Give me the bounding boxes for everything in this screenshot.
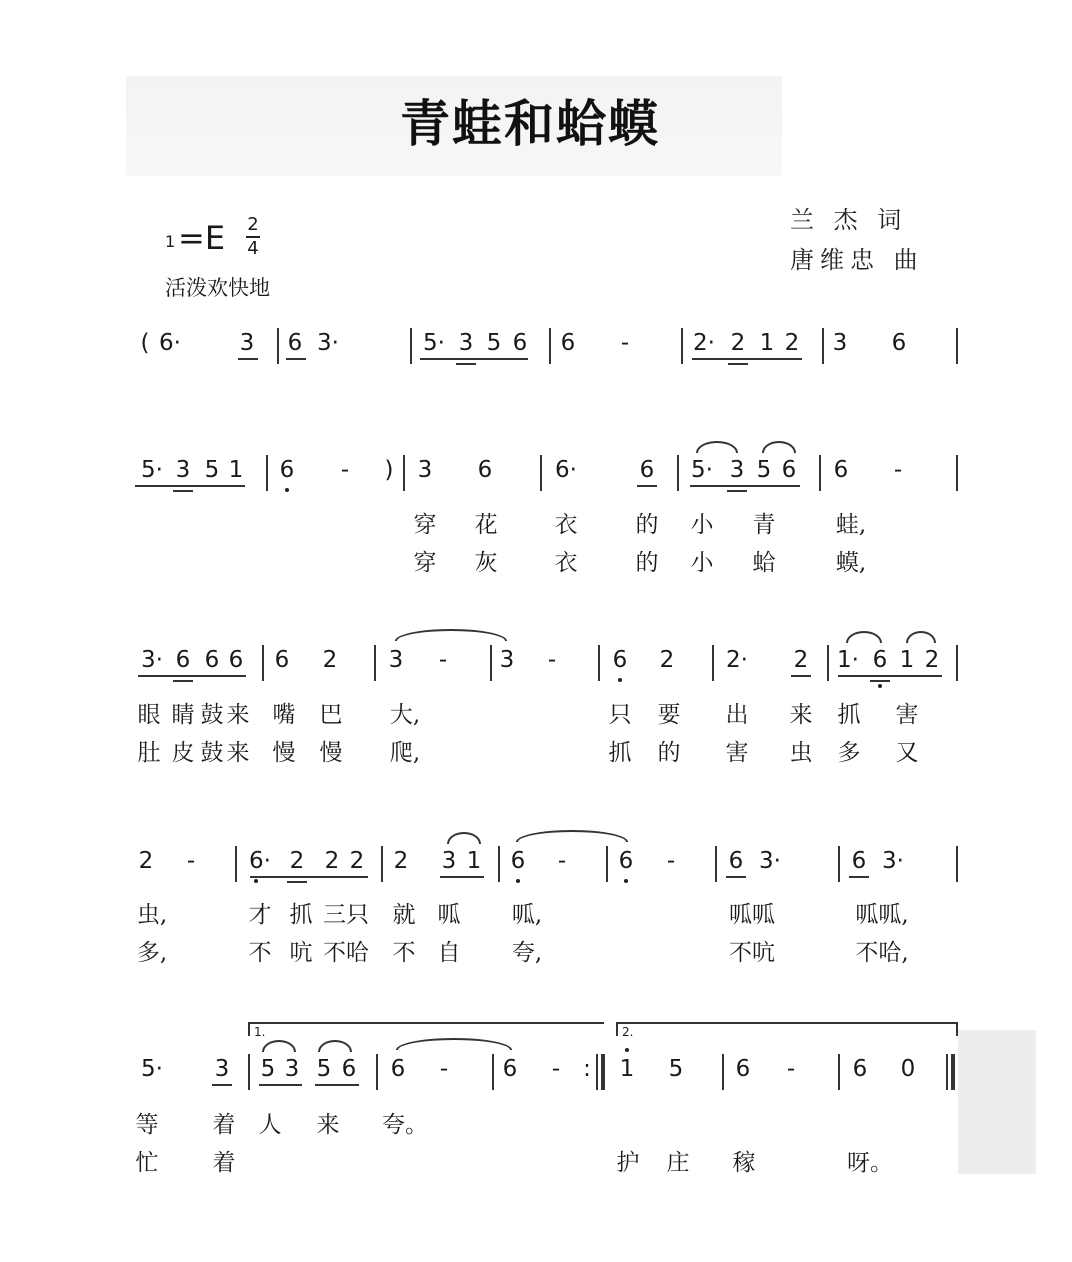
lyric: 吭: [289, 940, 313, 966]
lyric: 来: [226, 702, 250, 728]
lyric: 蛤: [752, 550, 776, 576]
score-line-1: [0, 328, 1072, 368]
lyric: 害: [895, 702, 919, 728]
lyric: 呱呱,: [855, 902, 909, 928]
lyric: 灰: [474, 550, 498, 576]
note: -: [786, 1056, 796, 1082]
note: 5·: [141, 1056, 163, 1082]
lyric: 呱,: [511, 902, 543, 928]
lyric: 稼: [732, 1150, 756, 1176]
note: 6: [341, 1056, 357, 1082]
lyric: 鼓: [200, 702, 224, 728]
lyric: 虫: [789, 740, 813, 766]
lyric: 就: [392, 902, 416, 928]
key-signature-one: 1: [165, 232, 176, 251]
score-line-3: [0, 645, 1072, 685]
time-signature-top: 2: [247, 214, 259, 235]
lyric: 出: [725, 702, 749, 728]
note: 3: [832, 330, 848, 356]
time-signature-bottom: 4: [247, 238, 259, 259]
note: 6: [851, 848, 867, 874]
lyric: 才: [248, 902, 272, 928]
lyric: 不吭: [729, 940, 775, 966]
note: 5: [204, 457, 220, 483]
score-line-5: [0, 1054, 1072, 1094]
lyric: 穿: [413, 550, 437, 576]
note: 1: [466, 848, 482, 874]
note: 6: [639, 457, 655, 483]
note: 5: [316, 1056, 332, 1082]
note: 2: [349, 848, 365, 874]
lyric: 三只: [323, 902, 369, 928]
note: 3: [239, 330, 255, 356]
lyricist-credit: 兰 杰 词: [790, 206, 908, 234]
lyric: 睛: [171, 702, 195, 728]
lyric: 庄: [666, 1150, 690, 1176]
note: 6: [204, 647, 220, 673]
volta-2: 2.: [616, 1022, 958, 1036]
note: -: [551, 1056, 561, 1082]
note: 6: [287, 330, 303, 356]
note: 6: [560, 330, 576, 356]
note: 6: [728, 848, 744, 874]
note: 3: [441, 848, 457, 874]
lyric: 来: [789, 702, 813, 728]
lyric: 呱呱: [729, 902, 775, 928]
note: 6: [390, 1056, 406, 1082]
time-signature: [245, 214, 261, 260]
song-title: 青蛙和蛤蟆: [400, 94, 660, 153]
note: 1: [619, 1056, 635, 1082]
note: 2: [393, 848, 409, 874]
lyric: 的: [635, 550, 659, 576]
note: 2: [289, 848, 305, 874]
lyric: 护: [616, 1150, 640, 1176]
note: 6: [175, 647, 191, 673]
note: 6: [852, 1056, 868, 1082]
lyric: 又: [895, 740, 919, 766]
lyric: 呀。: [847, 1150, 893, 1176]
key-signature: =E: [178, 219, 226, 257]
note: 1·: [837, 647, 859, 673]
note: 3: [175, 457, 191, 483]
note: 6: [891, 330, 907, 356]
lyric: 人: [258, 1112, 282, 1138]
note: 3·: [759, 848, 781, 874]
note: 5·: [423, 330, 445, 356]
note: 2: [138, 848, 154, 874]
composer-credit: 唐维忠 曲: [790, 246, 924, 274]
lyric: 只: [608, 702, 632, 728]
note: 6·: [249, 848, 271, 874]
note: 2: [322, 647, 338, 673]
note: 3: [284, 1056, 300, 1082]
note: 1: [228, 457, 244, 483]
lyric: 多: [837, 740, 861, 766]
note: 5: [668, 1056, 684, 1082]
lyric: 肚: [137, 740, 161, 766]
note: 3·: [882, 848, 904, 874]
note: 6: [502, 1056, 518, 1082]
note: 2·: [693, 330, 715, 356]
score-line-2: [0, 455, 1072, 495]
lyric: 蟆,: [835, 550, 867, 576]
note: 5: [486, 330, 502, 356]
note: ): [384, 457, 394, 483]
lyric: 来: [316, 1112, 340, 1138]
note: 3·: [141, 647, 163, 673]
lyric: 虫,: [136, 902, 168, 928]
note: 2: [659, 647, 675, 673]
volta-1: 1.: [248, 1022, 604, 1036]
tempo-marking: 活泼欢快地: [165, 276, 270, 300]
lyric: 眼: [137, 702, 161, 728]
lyric: 来: [226, 740, 250, 766]
note: 6: [510, 848, 526, 874]
lyric: 忙: [135, 1150, 159, 1176]
note: 6: [477, 457, 493, 483]
note: 2: [324, 848, 340, 874]
note: 5: [260, 1056, 276, 1082]
lyric: 抓: [289, 902, 313, 928]
lyric: 衣: [554, 550, 578, 576]
lyric: 抓: [608, 740, 632, 766]
lyric: 巴: [319, 702, 343, 728]
lyric: 青: [752, 512, 776, 538]
note: 2: [924, 647, 940, 673]
note: -: [557, 848, 567, 874]
note: 3: [499, 647, 515, 673]
note: 6: [279, 457, 295, 483]
lyric: 慢: [272, 740, 296, 766]
lyric: 等: [135, 1112, 159, 1138]
note: -: [547, 647, 557, 673]
note: 2: [793, 647, 809, 673]
lyric: 不: [392, 940, 416, 966]
lyric: 穿: [413, 512, 437, 538]
lyric: 不哈,: [855, 940, 909, 966]
note: 3: [729, 457, 745, 483]
note: 3: [388, 647, 404, 673]
lyric: 不哈: [323, 940, 369, 966]
note: 6: [228, 647, 244, 673]
repeat-sign: :: [583, 1056, 591, 1082]
lyric: 的: [657, 740, 681, 766]
note: 6: [512, 330, 528, 356]
note: -: [439, 1056, 449, 1082]
note: 2: [730, 330, 746, 356]
lyric: 小: [690, 512, 714, 538]
note: 0: [900, 1056, 916, 1082]
lyric: 抓: [837, 702, 861, 728]
note: 6: [872, 647, 888, 673]
note: 3: [417, 457, 433, 483]
note: 6: [274, 647, 290, 673]
lyric: 的: [635, 512, 659, 538]
note: -: [438, 647, 448, 673]
note: 3: [458, 330, 474, 356]
lyric: 夸。: [382, 1112, 428, 1138]
lyric: 蛙,: [835, 512, 867, 538]
lyric: 衣: [554, 512, 578, 538]
note: 6·: [555, 457, 577, 483]
lyric: 多,: [136, 940, 168, 966]
scan-shade: [958, 1030, 1036, 1174]
lyric: 小: [690, 550, 714, 576]
lyric: 大,: [389, 702, 421, 728]
lyric: 花: [474, 512, 498, 538]
note: 2·: [726, 647, 748, 673]
note: 2: [784, 330, 800, 356]
lyric: 自: [437, 940, 461, 966]
lyric: 嘴: [272, 702, 296, 728]
note: -: [340, 457, 350, 483]
lyric: 不: [248, 940, 272, 966]
note: -: [620, 330, 630, 356]
lyric: 着: [212, 1150, 236, 1176]
note: -: [666, 848, 676, 874]
lyric: 着: [212, 1112, 236, 1138]
note: 5·: [691, 457, 713, 483]
note: 6: [735, 1056, 751, 1082]
note: -: [186, 848, 196, 874]
note: -: [893, 457, 903, 483]
lyric: 鼓: [200, 740, 224, 766]
note: 3: [214, 1056, 230, 1082]
note: 6: [781, 457, 797, 483]
lyric: 爬,: [389, 740, 421, 766]
note: 5: [756, 457, 772, 483]
note: 6: [618, 848, 634, 874]
lyric: 呱: [437, 902, 461, 928]
note: 6: [833, 457, 849, 483]
lyric: 要: [657, 702, 681, 728]
score-line-4: [0, 846, 1072, 886]
note: 5·: [141, 457, 163, 483]
lyric: 皮: [171, 740, 195, 766]
lyric: 慢: [319, 740, 343, 766]
note: 1: [759, 330, 775, 356]
note: (: [140, 330, 150, 356]
note: 1: [899, 647, 915, 673]
note: 6·: [159, 330, 181, 356]
note: 3·: [317, 330, 339, 356]
lyric: 害: [725, 740, 749, 766]
lyric: 夸,: [511, 940, 543, 966]
note: 6: [612, 647, 628, 673]
